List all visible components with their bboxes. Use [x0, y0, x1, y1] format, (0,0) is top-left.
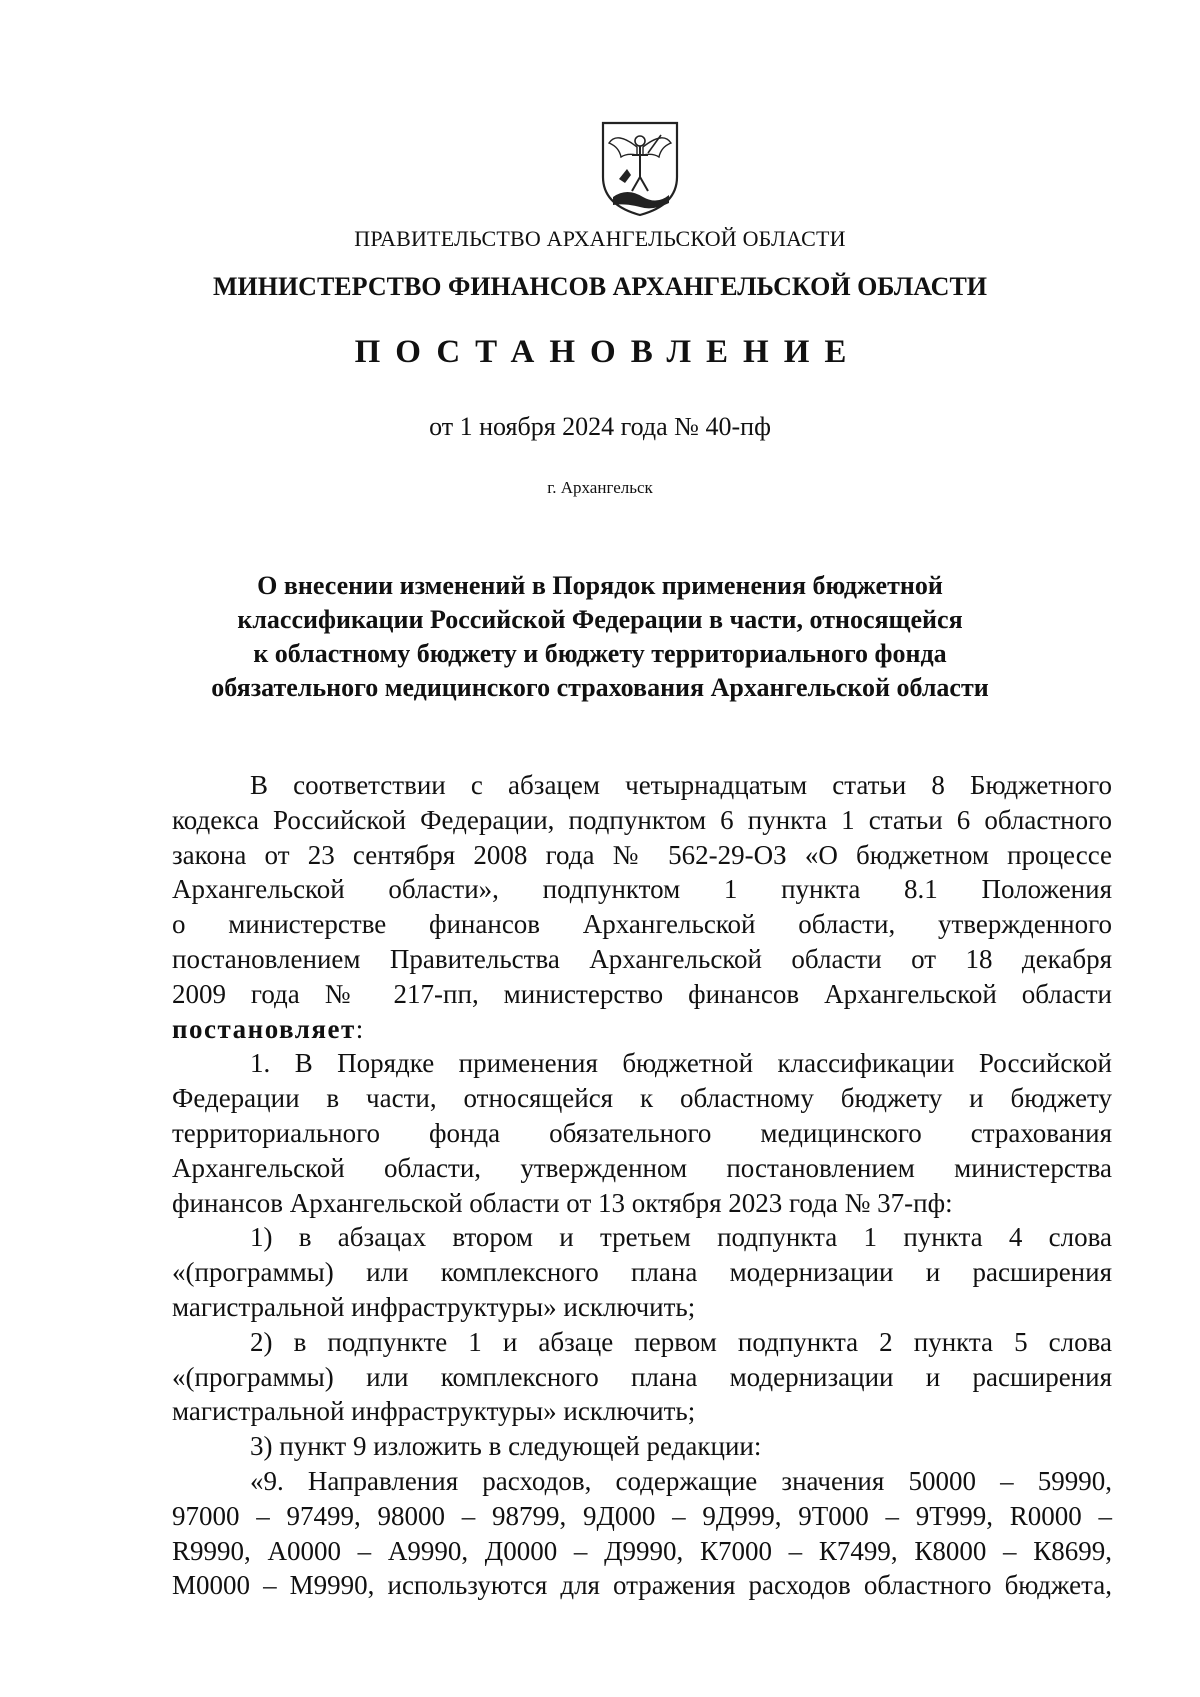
item1-line: территориального фонда обязательного медицинского страхования	[172, 1117, 1112, 1148]
preamble-line: закона от 23 сентября 2008 года № 562-29-ОЗ «О бюджетном процессе	[172, 839, 1112, 870]
quote-line: R9990, А0000 – А9990, Д0000 – Д9990, К7000 – К7499, К8000 – К8699,	[172, 1535, 1112, 1566]
sub1-line: магистральной инфраструктуры» исключить;	[172, 1291, 696, 1322]
resolves-colon: :	[355, 1013, 364, 1044]
item1-line: 1. В Порядке применения бюджетной классификации Российской	[250, 1048, 1112, 1079]
item1-line: Федерации в части, относящейся к областному бюджету и бюджету	[172, 1083, 1112, 1114]
quote-line: «9. Направления расходов, содержащие значения 50000 – 59990,	[250, 1465, 1112, 1496]
document-title	[150, 569, 1050, 705]
document-type: ПОСТАНОВЛЕНИЕ	[354, 334, 862, 370]
ministry-name: МИНИСТЕРСТВО ФИНАНСОВ АРХАНГЕЛЬСКОЙ ОБЛАСТИ	[212, 272, 988, 301]
document-city: г. Архангельск	[547, 478, 653, 497]
quote-line: М0000 – М9990, используются для отражения расходов областного бюджета,	[172, 1570, 1112, 1601]
sub2-line: 2) в подпункте 1 и абзаце первом подпункта 2 пункта 5 слова	[250, 1326, 1112, 1357]
title-line: классификации Российской Федерации в части, относящейся	[237, 605, 963, 634]
preamble-line: кодекса Российской Федерации, подпунктом 6 пункта 1 статьи 6 областного	[172, 804, 1112, 835]
sub2-line: «(программы) или комплексного плана модернизации и расширения	[172, 1361, 1112, 1392]
title-line: обязательного медицинского страхования Архангельской области	[211, 673, 989, 702]
sub1-line: 1) в абзацах втором и третьем подпункта 1 пункта 4 слова	[250, 1222, 1112, 1253]
resolves-line	[172, 1012, 1112, 1047]
preamble-line: Архангельской области», подпунктом 1 пункта 8.1 Положения	[172, 874, 1112, 905]
preamble-line: постановлением Правительства Архангельской области от 18 декабря	[172, 943, 1112, 974]
quote-line: 97000 – 97499, 98000 – 98799, 9Д000 – 9Д999, 9Т000 – 9Т999, R0000 –	[172, 1500, 1112, 1531]
coat-of-arms-icon	[597, 117, 683, 219]
sub2-line: магистральной инфраструктуры» исключить;	[172, 1396, 696, 1427]
government-name: ПРАВИТЕЛЬСТВО АРХАНГЕЛЬСКОЙ ОБЛАСТИ	[354, 226, 846, 251]
document-date-number: от 1 ноября 2024 года № 40-пф	[429, 412, 771, 441]
sub3-line: 3) пункт 9 изложить в следующей редакции:	[250, 1431, 762, 1462]
item1-line: финансов Архангельской области от 13 октября 2023 года № 37-пф:	[172, 1187, 953, 1218]
sub1-line: «(программы) или комплексного плана модернизации и расширения	[172, 1257, 1112, 1288]
item1-line: Архангельской области, утвержденном постановлением министерства	[172, 1152, 1112, 1183]
preamble-line: 2009 года № 217-пп, министерство финансов Архангельской области	[172, 978, 1112, 1009]
document-body	[172, 768, 1112, 1603]
preamble-line: В соответствии с абзацем четырнадцатым статьи 8 Бюджетного	[250, 770, 1112, 800]
title-line: О внесении изменений в Порядок применения бюджетной	[257, 571, 943, 600]
title-line: к областному бюджету и бюджету территориального фонда	[253, 639, 947, 668]
preamble-line: о министерстве финансов Архангельской области, утвержденного	[172, 909, 1112, 940]
resolves-word: постановляет	[172, 1013, 356, 1044]
